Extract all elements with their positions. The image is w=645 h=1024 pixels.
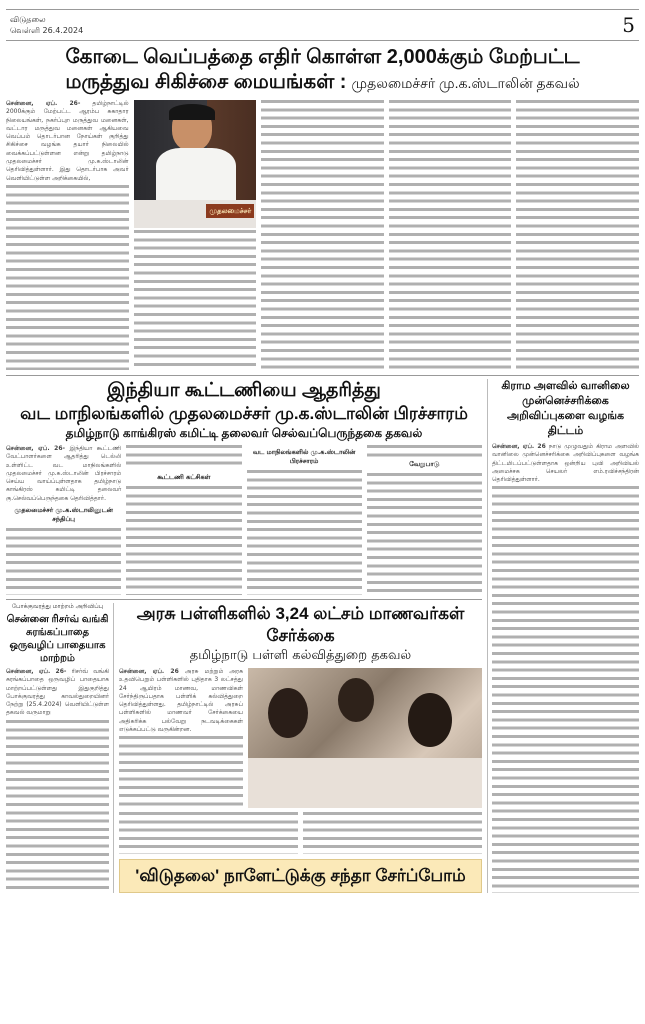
paper-name: விடுதலை (10, 15, 46, 24)
bottom-area (6, 603, 482, 893)
india-subheading: கூட்டணி கட்சிகள் (157, 473, 211, 481)
traffic-dateline: சென்னை, ஏப். 26- (6, 668, 67, 675)
lead-body-text: தமிழ்நாட்டில் 2000க்கும் மேற்பட்ட ஆரம்ப சுகாதார நிலையங்கள், நகர்ப்புற மருத்துவ மனைகள், வட்டார மருத்துவ மனைகள் ஆகியவை வெப்பம் தொடர்பான நோய்கள் குறித்து சிகிச்சை வழங்க தயார் நிலையில் வைக்கப்பட்டுள்ளன என்று தமிழ்நாடு முதலமைச்சர் மு.க.ஸ்டாலின் தெரிவித்துள்ளார். இது தொடர்பாக அவர் வெளியிட்டுள்ள அறிக்கையில், (6, 100, 129, 182)
subscription-banner: 'விடுதலை' நாளேட்டுக்கு சந்தா சேர்ப்போம் (119, 859, 482, 893)
weather-body (492, 443, 639, 484)
page-number: 5 (622, 13, 635, 37)
text-lines (6, 528, 121, 595)
hair (169, 104, 215, 120)
masthead (10, 14, 83, 36)
students-classroom-photo (248, 668, 482, 808)
text-lines (6, 720, 109, 893)
lead-headline-block (6, 41, 639, 100)
text-lines (6, 185, 129, 370)
india-column-4 (367, 445, 482, 595)
traffic-article (6, 603, 114, 893)
traffic-headline: சென்னை ரிசர்வ் வங்கி சுரங்கப்பாதை ஒருவழிப் பாதையாக மாற்றம் (6, 614, 109, 664)
text-lines (126, 486, 241, 595)
weather-headline: கிராம அளவில் வானிலை முன்னெச்சரிக்கை அறிவிப்புகளை வழங்க திட்டம் (501, 380, 630, 437)
lead-article (6, 100, 639, 370)
lead-column-1 (6, 100, 129, 370)
school-subhead: தமிழ்நாடு பள்ளி கல்வித்துறை தகவல் (189, 648, 412, 663)
lead-headline-main: மருத்துவ சிகிச்சை மையங்கள் : (65, 71, 347, 93)
section-rule (6, 375, 639, 376)
traffic-body-text: ரிசர்வ் வங்கி சுரங்கப்பாதை ஒருவழிப் பாதையாக மாற்றப்பட்டுள்ளது இதுகுறித்து போக்குவரத்து காவல்துறையினர் நேற்று (25.4.2024) வெளியிட்டுள்ள தகவல் வருமாறு (6, 668, 109, 717)
india-subheading: வேறுபாடு (409, 460, 440, 468)
student-head (408, 693, 452, 747)
india-headline-2: வட மாநிலங்களில் முதலமைச்சர் மு.க.ஸ்டாலின் பிரச்சாரம் (20, 404, 468, 423)
school-article (119, 603, 482, 893)
lead-column-5 (516, 100, 639, 370)
issue-date: வெள்ளி 26.4.2024 (10, 26, 84, 35)
lead-headline-source: முதலமைச்சர் மு.க.ஸ்டாலின் தகவல் (351, 75, 580, 91)
lead-body (6, 100, 129, 183)
lower-area (6, 379, 639, 893)
india-column-3 (247, 445, 362, 595)
lead-column-3 (261, 100, 384, 370)
india-subheading: முதலமைச்சர் மு.க.ஸ்டாலினுடன் சந்திப்பு (14, 506, 113, 524)
student-head (268, 688, 308, 738)
india-body (6, 445, 121, 503)
traffic-body (6, 668, 109, 718)
school-bottom-row (119, 812, 482, 854)
traffic-kicker: போக்குவரத்து மாற்றம் அறிவிப்பு (11, 603, 104, 610)
lead-column-2 (134, 100, 257, 370)
main-column (6, 379, 482, 893)
india-subheading: வட மாநிலங்களில் மு.க.ஸ்டாலின் பிரச்சாரம் (252, 448, 356, 465)
text-lines (134, 230, 257, 370)
school-headline: அரசு பள்ளிகளில் 3,24 லட்சம் மாணவர்கள் சேர்க்கை (136, 604, 465, 645)
india-dateline: சென்னை, ஏப். 26- (6, 445, 66, 452)
text-lines (367, 445, 482, 457)
school-top-row (119, 668, 482, 808)
lead-column-4 (389, 100, 512, 370)
student-head (338, 678, 374, 722)
text-lines (367, 473, 482, 595)
india-columns (6, 445, 482, 595)
india-column-2 (126, 445, 241, 595)
lead-headline: கோடை வெப்பத்தை எதிர் கொள்ள 2,000க்கும் மேற்பட்ட (65, 46, 580, 68)
lead-headline-line2 (6, 70, 639, 96)
chief-minister-photo (134, 100, 257, 228)
weather-body-text: நாடு முழுவதும் கிராம அளவில் வானிலை முன்னெச்சரிக்கை அறிவிப்புகளை வழங்க திட்டமிடப்பட்டுள்ளதாக ஒன்றிய புவி அறிவியல் அமைச்சக செயலர் எம்.ரவிச்சந்திரன் தெரிவித்துள்ளார். (492, 443, 640, 484)
india-column-1 (6, 445, 121, 595)
school-body (119, 668, 243, 734)
school-column-2 (119, 812, 298, 854)
india-headline: இந்தியா கூட்டணியை ஆதரித்து (107, 380, 381, 401)
india-body-text: இந்தியா கூட்டணி வேட்பாளர்களை ஆதரித்து டெல்லி உள்ளிட்ட வட மாநிலங்களில் முதலமைச்சர் மு.க.ஸ்டாலின் பிரச்சாரம் செய்ய வாய்ப்புள்ளதாக தமிழ்நாடு காங்கிரஸ் கமிட்டி தலைவர் கு.செல்வப்பெருந்தகை தெரிவித்தார். (6, 445, 122, 502)
text-lines (126, 445, 241, 470)
nameplate: முதலமைச்சர் (206, 204, 254, 218)
weather-dateline: சென்னை, ஏப். 26 (492, 443, 546, 450)
school-column-1 (119, 668, 243, 808)
text-lines (247, 470, 362, 595)
desk (248, 758, 482, 808)
header-bar (6, 9, 639, 41)
shirt (156, 148, 236, 208)
school-dateline: சென்னை, ஏப். 26 (119, 668, 179, 675)
school-column-3 (303, 812, 482, 854)
text-lines (492, 486, 639, 893)
weather-article (487, 379, 639, 893)
lead-dateline: சென்னை, ஏப். 26- (6, 100, 81, 107)
text-lines (119, 736, 243, 808)
section-rule (6, 599, 482, 600)
school-body-text: அரசு மற்றும் அரசு உதவிபெறும் பள்ளிகளில் புதிதாக 3 லட்சத்து 24 ஆயிரம் மாணவ, மாணவிகள் சேர்ந்திருப்பதாக பள்ளிக் கல்வித்துறை தெரிவித்துள்ளது. தமிழ்நாட்டில் அரசுப் பள்ளிகளில் மாணவர் சேர்க்கையை அதிகரிக்க பல்வேறு நடவடிக்கைகள் எடுக்கப்பட்டு வருகின்றன. (119, 668, 243, 734)
india-subhead: தமிழ்நாடு காங்கிரஸ் கமிட்டி தலைவர் செல்வப்பெருந்தகை தகவல் (65, 426, 423, 440)
